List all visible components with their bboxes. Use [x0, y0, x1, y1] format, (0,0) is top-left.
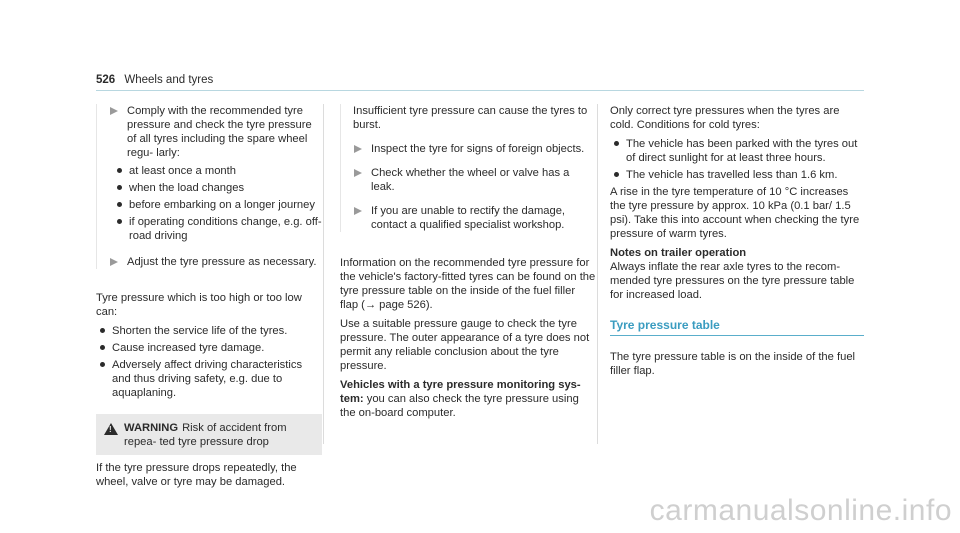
paragraph: Information on the recommended tyre pressure for the vehicle's factory-fitted tyres can be found on the tyre pressure table on the inside of the fuel filler flap (→ page 526).	[340, 257, 596, 311]
column-2	[340, 104, 596, 425]
bullet-icon	[100, 345, 105, 350]
subheading: Notes on trailer operation	[610, 247, 747, 259]
step-text: Adjust the tyre pressure as necessary.	[127, 256, 317, 268]
list-item: if operating conditions change, e.g. off- road driving	[113, 215, 322, 243]
paragraph: Use a suitable pressure gauge to check the tyre pressure. The outer appearance of a tyre does not permit any reliable conclusion about the tyre pressure.	[340, 318, 590, 372]
column-3	[610, 104, 864, 383]
bullet-icon	[117, 185, 122, 190]
column-divider	[323, 104, 324, 444]
bullet-icon	[100, 362, 105, 367]
instruction-step: Check whether the wheel or valve has a leak.	[341, 166, 596, 194]
watermark: carmanualsonline.info	[649, 494, 952, 527]
step-text: Comply with the recommended tyre pressure and check the tyre pressure of all tyres including the spare wheel regu- larly:	[127, 105, 312, 159]
bullet-icon	[100, 328, 105, 333]
paragraph: Only correct tyre pressures when the tyres are cold. Conditions for cold tyres:	[610, 105, 840, 131]
paragraph: Tyre pressure which is too high or too low can:	[96, 292, 302, 318]
list-item: when the load changes	[113, 181, 322, 195]
warning-body: If the tyre pressure drops repeatedly, the wheel, valve or tyre may be damaged.	[96, 462, 297, 488]
bullet-icon	[614, 172, 619, 177]
list-item: The vehicle has travelled less than 1.6 km.	[610, 168, 864, 182]
step-arrow-icon	[354, 207, 362, 215]
exclamation-icon: !	[109, 425, 112, 434]
bullet-icon	[117, 202, 122, 207]
paragraph: Insufficient tyre pressure can cause the tyres to burst.	[353, 105, 588, 131]
warning-header	[96, 414, 322, 455]
warning-label: WARNING	[124, 422, 179, 434]
bullet-icon	[117, 168, 122, 173]
header-rule	[96, 90, 864, 91]
list-item: The vehicle has been parked with the tyres out of direct sunlight for at least three hours.	[610, 137, 864, 165]
paragraph: The tyre pressure table is on the inside of the fuel filler flap.	[610, 351, 856, 377]
column-divider	[597, 104, 598, 444]
chapter-title: Wheels and tyres	[124, 74, 214, 86]
page-number: 526	[96, 74, 116, 86]
instruction-block	[340, 104, 596, 232]
bold-lead: Vehicles with a tyre pressure monitoring sys- tem:	[340, 379, 581, 405]
step-arrow-icon	[354, 145, 362, 153]
paragraph: Always inflate the rear axle tyres to the recom- mended tyre pressures on the tyre pressure table for increased load.	[610, 261, 855, 301]
bullet-icon	[117, 219, 122, 224]
list-item: at least once a month	[113, 164, 322, 178]
list-item: Cause increased tyre damage.	[96, 341, 322, 355]
check-times-list	[97, 164, 322, 243]
step-arrow-icon	[110, 107, 118, 115]
step-arrow-icon	[110, 258, 118, 266]
instruction-step	[97, 104, 322, 160]
section-heading: Tyre pressure table	[610, 318, 864, 336]
list-item: Adversely affect driving characteristics and thus driving safety, e.g. due to aquaplaning.	[96, 358, 322, 400]
warning-title: Risk of accident from repea- ted tyre pressure drop	[124, 422, 287, 448]
instruction-step: Inspect the tyre for signs of foreign objects.	[341, 142, 596, 156]
list-item: Shorten the service life of the tyres.	[96, 324, 322, 338]
page-header	[96, 73, 213, 87]
consequences-list	[96, 324, 322, 400]
step-arrow-icon	[354, 169, 362, 177]
column-1	[96, 104, 322, 489]
cold-conditions-list	[610, 137, 864, 182]
paragraph: A rise in the tyre temperature of 10 °C increases the tyre pressure by approx. 10 kPa (0.1 bar/ 1.5 psi). Take this into account when checking the tyre pressure of warm tyres.	[610, 186, 860, 240]
list-item: before embarking on a longer journey	[113, 198, 322, 212]
paragraph: Vehicles with a tyre pressure monitoring sys- tem: you can also check the tyre pressure using the on-board computer.	[340, 379, 581, 419]
instruction-block	[96, 104, 322, 269]
instruction-step	[97, 255, 322, 269]
instruction-step: If you are unable to rectify the damage, contact a qualified specialist workshop.	[341, 204, 596, 232]
bullet-icon	[614, 141, 619, 146]
